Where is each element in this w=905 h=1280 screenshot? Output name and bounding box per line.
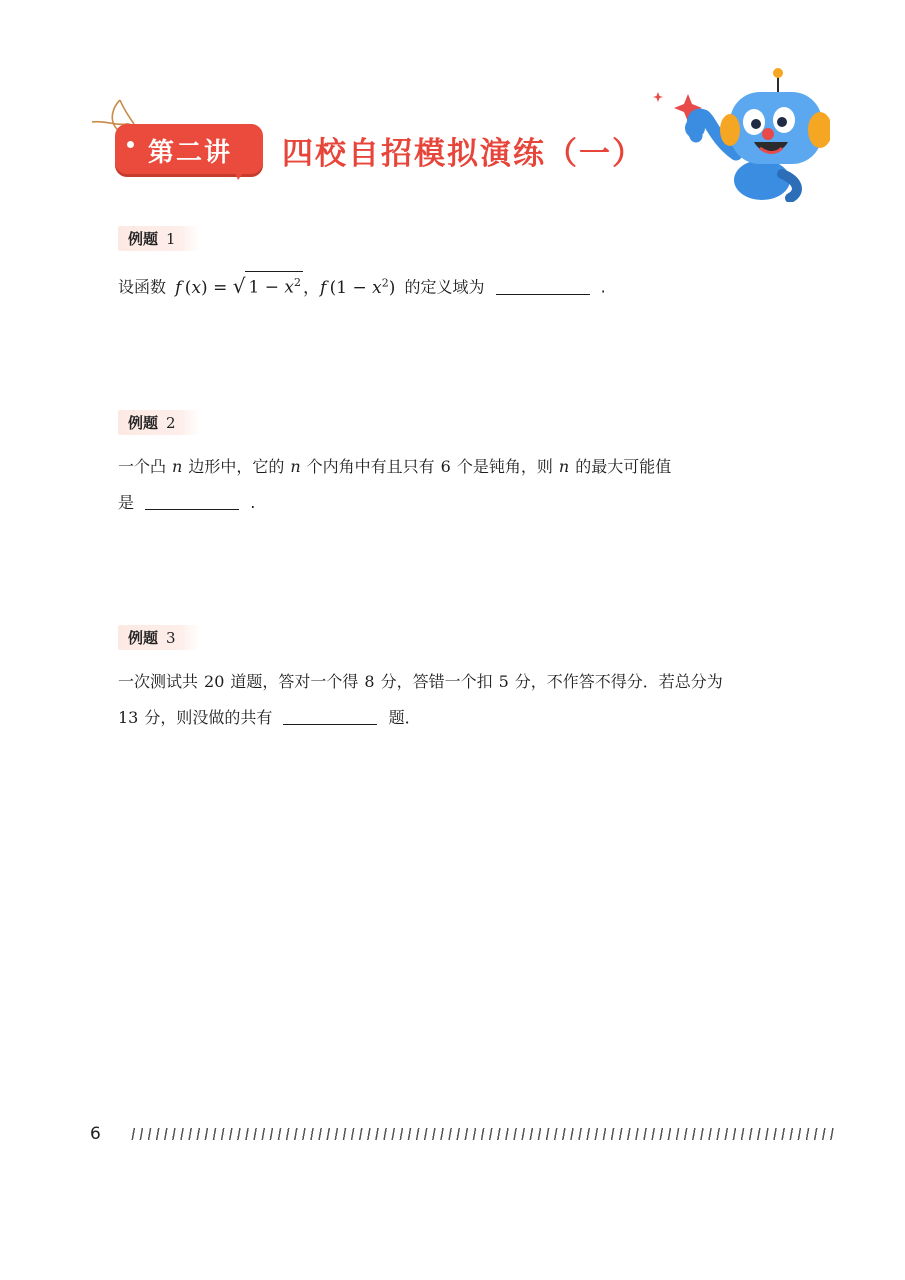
question-part: 一个凸 [118, 457, 167, 476]
example-number: 3 [166, 629, 176, 647]
example-label-text: 例题 [128, 629, 159, 647]
answer-blank[interactable] [283, 704, 377, 725]
question-part: 分，则没做的共有 [144, 708, 273, 727]
page-number: 6 [90, 1124, 101, 1144]
function-formula: f (x) = √ $1 - x^2$ ，f $(1 - x^2)$ [175, 278, 395, 298]
question-part: 分，不作答不得分．若总分为 [514, 672, 723, 691]
example-label-text: 例题 [128, 230, 159, 248]
number-13: 13 [118, 708, 139, 727]
footer-tick-rule [128, 1128, 834, 1140]
lecture-badge-tail [230, 160, 252, 180]
number-6: 6 [440, 457, 451, 476]
question-part: 一次测试共 [118, 672, 199, 691]
question-prefix: 设函数 [118, 277, 167, 297]
question-text [118, 265, 818, 306]
question-part: 分，答错一个扣 [380, 672, 493, 691]
variable-n: n [172, 457, 183, 476]
example-label [118, 226, 200, 251]
number-20: 20 [204, 672, 225, 691]
variable-n: n [290, 457, 301, 476]
question-part: 题． [388, 708, 421, 727]
answer-blank[interactable] [145, 489, 239, 510]
question-suffix: 的定义域为 [404, 277, 485, 297]
example-1 [118, 226, 818, 306]
answer-blank[interactable] [496, 274, 590, 295]
variable-n: n [558, 457, 570, 476]
question-text [118, 664, 818, 736]
example-number: 2 [166, 414, 176, 432]
example-label-text: 例题 [128, 414, 159, 432]
question-part: 道题，答对一个得 [230, 672, 359, 691]
badge-hole-icon [127, 141, 134, 148]
example-number: 1 [166, 230, 176, 248]
question-text [118, 449, 818, 521]
example-label [118, 410, 200, 435]
question-part: 的最大可能值 [575, 457, 672, 476]
question-part: 个内角中有且只有 [306, 457, 435, 476]
lecture-label: 第二讲 [148, 138, 233, 168]
question-end: . [600, 277, 606, 297]
example-2 [118, 410, 818, 521]
example-3 [118, 625, 818, 736]
lecture-header [90, 92, 690, 202]
number-8: 8 [364, 672, 375, 691]
example-label [118, 625, 200, 650]
number-5: 5 [498, 672, 509, 691]
question-part: 边形中，它的 [188, 457, 285, 476]
page-title: 四校自招模拟演练（一） [282, 136, 645, 172]
question-part: 个是钝角，则 [456, 457, 553, 476]
robot-mascot-icon [650, 62, 830, 202]
question-end: . [250, 493, 256, 512]
question-part: 是 [118, 493, 135, 512]
